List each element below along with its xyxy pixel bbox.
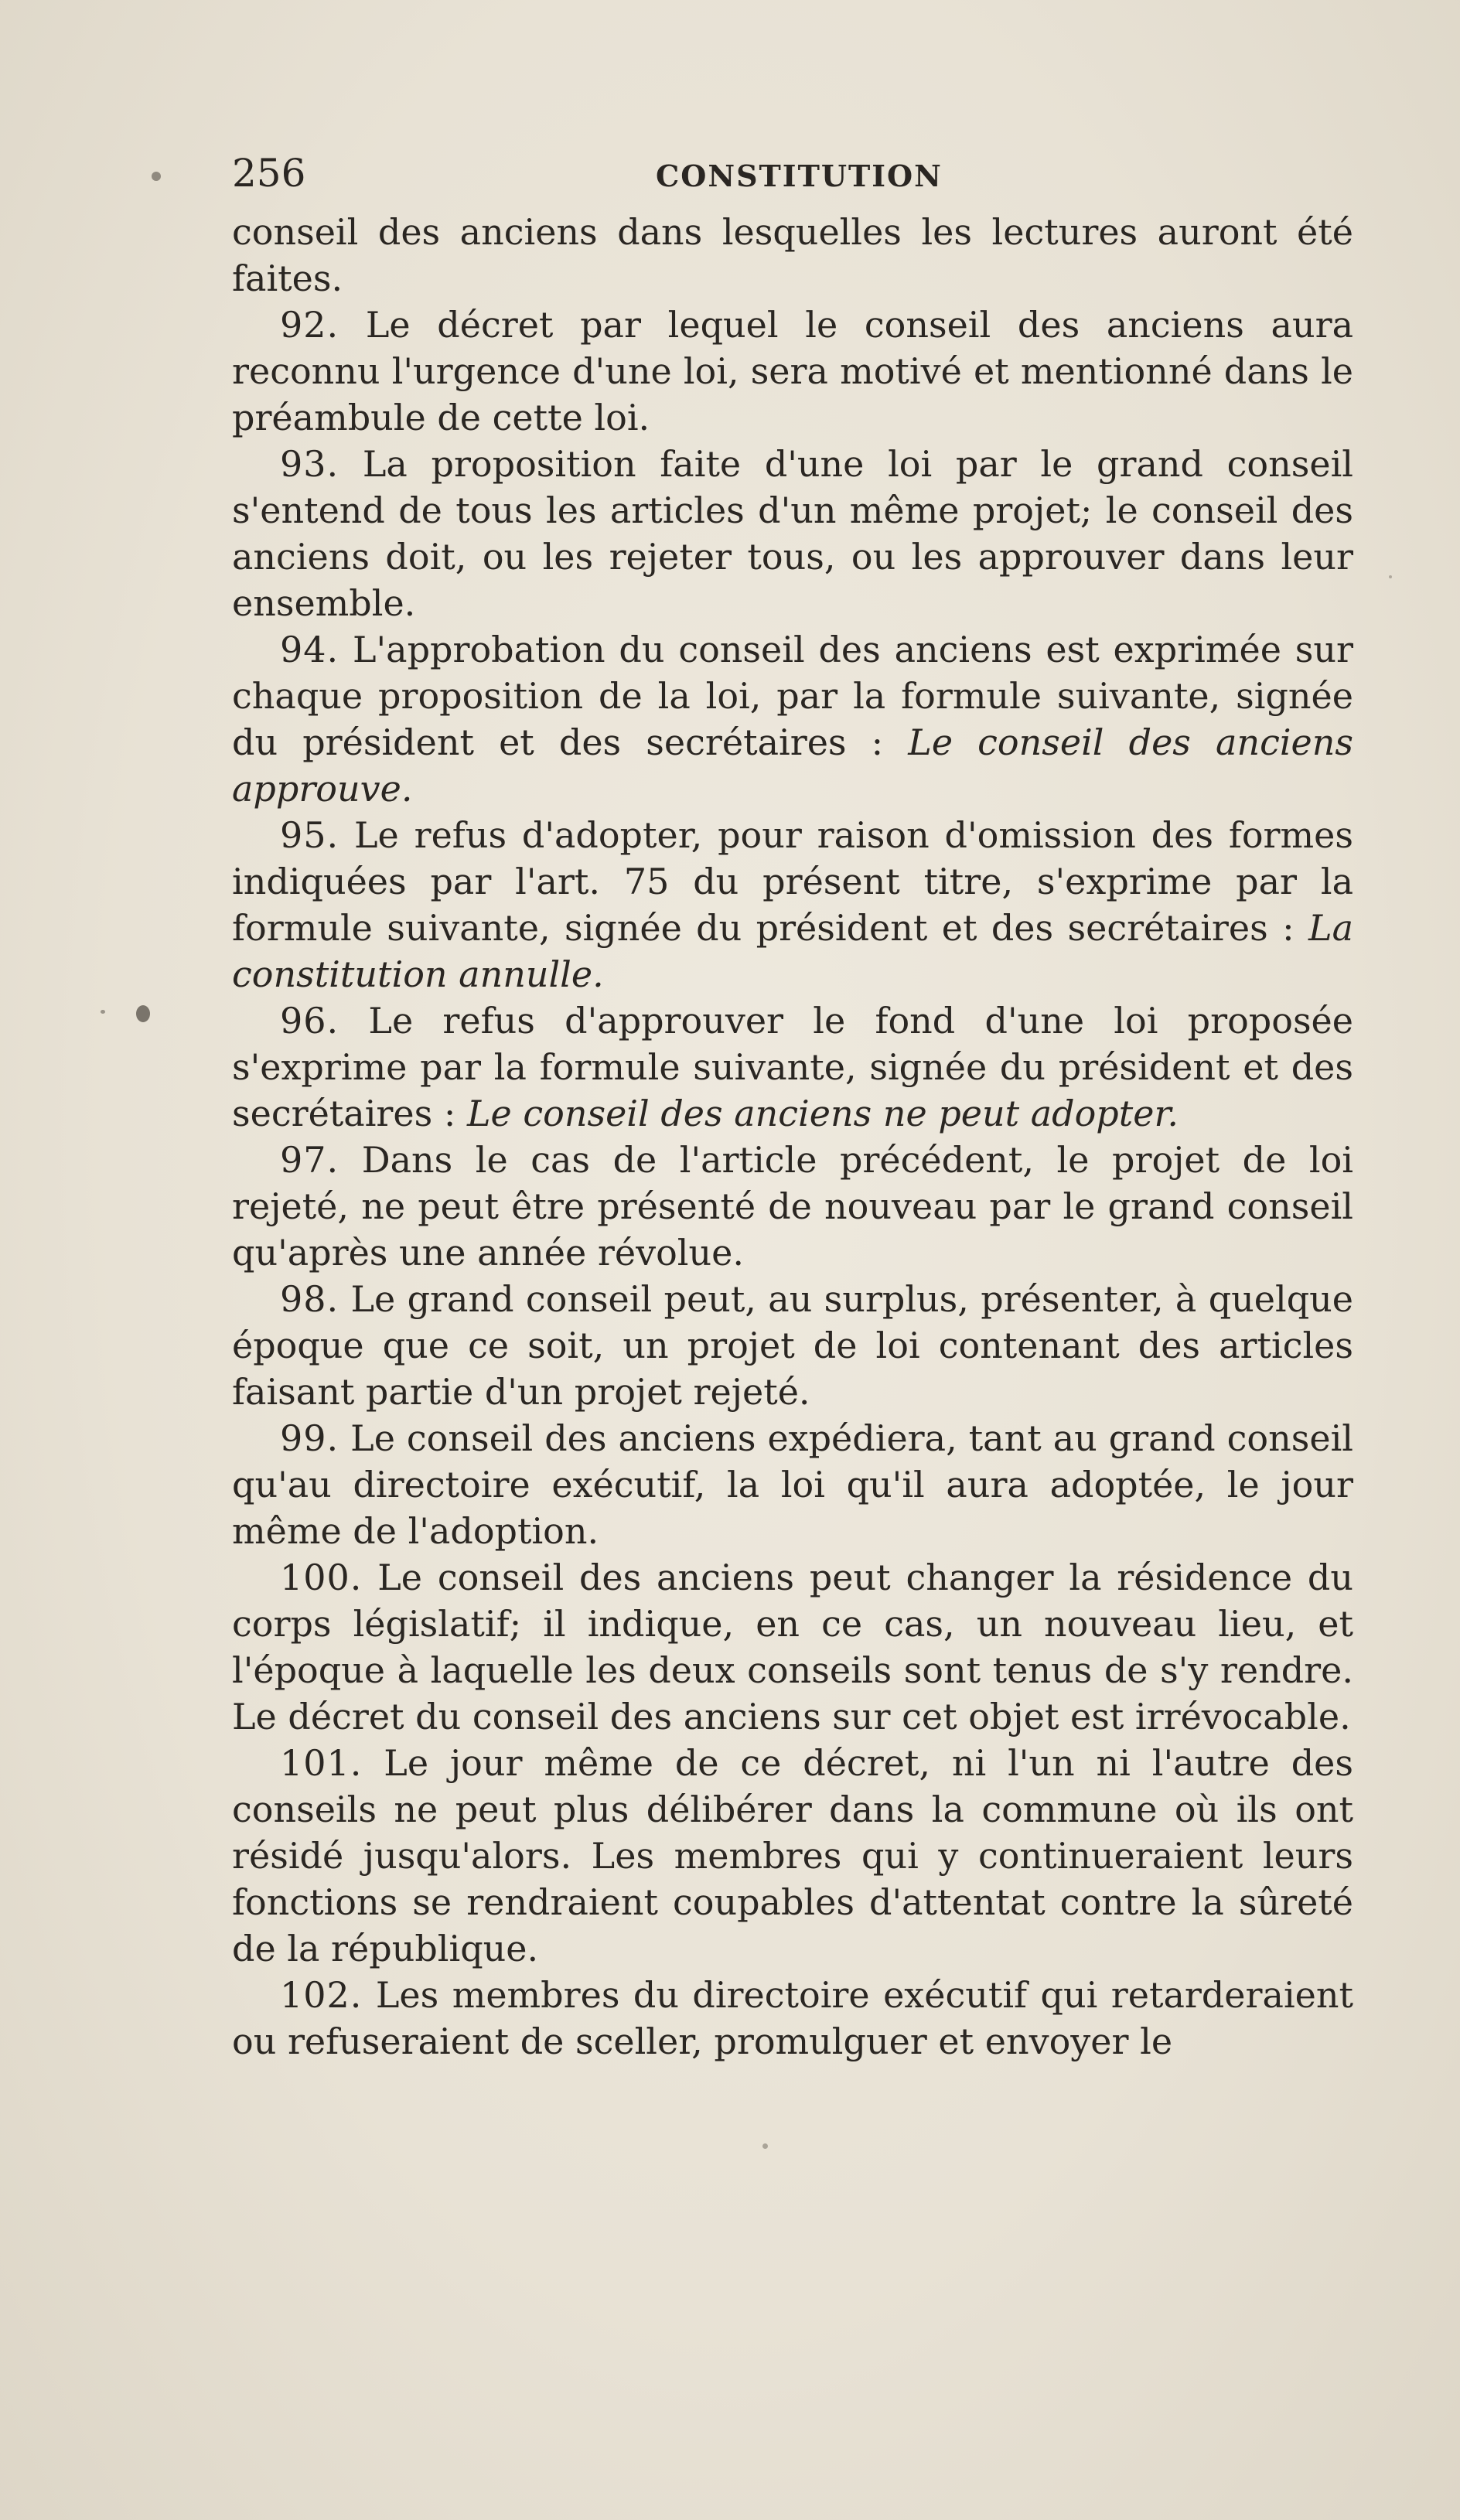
article-text: Le décret par lequel le conseil des anciens aura reconnu l'urgence d'une loi, sera motivé et mentionné dans le préambule de cette loi. <box>232 304 1353 438</box>
article-text: Le conseil des anciens expédiera, tant au grand conseil qu'au directoire exécutif, la loi qu'il aura adoptée, le jour même de l'adoption. <box>232 1417 1353 1552</box>
article-number: 94. <box>280 629 339 670</box>
paragraph-text: conseil des anciens dans lesquelles les lectures auront été faites. <box>232 211 1353 299</box>
body-text <box>232 209 1353 2065</box>
article-92 <box>232 302 1353 441</box>
running-title: CONSTITUTION <box>656 159 943 193</box>
article-text: L'approbation du conseil des anciens est exprimée sur chaque proposition de la loi, par la formule suivante, signée du président et des secrétaires : <box>232 629 1353 763</box>
paper-speck <box>101 1010 105 1014</box>
paper-speck <box>1389 575 1392 578</box>
article-number: 97. <box>280 1139 339 1181</box>
article-text: Dans le cas de l'article précédent, le projet de loi rejeté, ne peut être présenté de nouveau par le grand conseil qu'après une année révolue. <box>232 1139 1353 1274</box>
article-formula: Le conseil des anciens ne peut adopter. <box>467 1093 1179 1134</box>
article-text: La proposition faite d'une loi par le grand conseil s'entend de tous les articles d'un même projet; le conseil des anciens doit, ou les rejeter tous, ou les approuver dans leur ensemble. <box>232 443 1353 624</box>
article-text: Le conseil des anciens peut changer la résidence du corps législatif; il indique, en ce cas, un nouveau lieu, et l'époque à laquelle les deux conseils sont tenus de s'y rendre. Le décret du conseil des anciens sur cet objet est irrévocable. <box>232 1557 1353 1737</box>
paragraph-continuation <box>232 209 1353 302</box>
article-number: 102. <box>280 1974 363 2016</box>
article-number: 98. <box>280 1278 339 1320</box>
article-text: Les membres du directoire exécutif qui retarderaient ou refuseraient de sceller, promulguer et envoyer le <box>232 1974 1353 2062</box>
article-number: 95. <box>280 814 339 856</box>
article-93 <box>232 441 1353 626</box>
article-98 <box>232 1276 1353 1415</box>
article-99 <box>232 1415 1353 1554</box>
article-101 <box>232 1740 1353 1972</box>
paper-speck <box>152 172 161 181</box>
page-number: 256 <box>232 151 306 196</box>
article-number: 93. <box>280 443 339 485</box>
article-number: 92. <box>280 304 339 346</box>
article-94 <box>232 626 1353 812</box>
article-number: 100. <box>280 1557 363 1598</box>
article-number: 99. <box>280 1417 339 1459</box>
article-96 <box>232 997 1353 1137</box>
article-formula: La constitution annulle. <box>232 907 1353 995</box>
article-100 <box>232 1554 1353 1740</box>
article-number: 101. <box>280 1742 363 1784</box>
article-95 <box>232 812 1353 997</box>
article-102 <box>232 1972 1353 2065</box>
article-text: Le refus d'adopter, pour raison d'omission des formes indiquées par l'art. 75 du présent titre, s'exprime par la formule suivante, signée du président et des secrétaires : <box>232 814 1353 949</box>
article-text: Le grand conseil peut, au surplus, présenter, à quelque époque que ce soit, un projet de loi contenant des articles faisant partie d'un projet rejeté. <box>232 1278 1353 1413</box>
article-text: Le jour même de ce décret, ni l'un ni l'autre des conseils ne peut plus délibérer dans la commune où ils ont résidé jusqu'alors. Les membres qui y continueraient leurs fonctions se rendraient coupables d'attentat contre la sûreté de la république. <box>232 1742 1353 1969</box>
paper-speck <box>136 1005 150 1022</box>
paper-speck <box>762 2143 768 2149</box>
article-formula: Le conseil des anciens approuve. <box>232 721 1353 810</box>
page-header <box>232 151 1353 205</box>
article-number: 96. <box>280 1000 339 1042</box>
article-97 <box>232 1137 1353 1276</box>
article-text: Le refus d'approuver le fond d'une loi proposée s'exprime par la formule suivante, signée du président et des secrétaires : <box>232 1000 1353 1134</box>
